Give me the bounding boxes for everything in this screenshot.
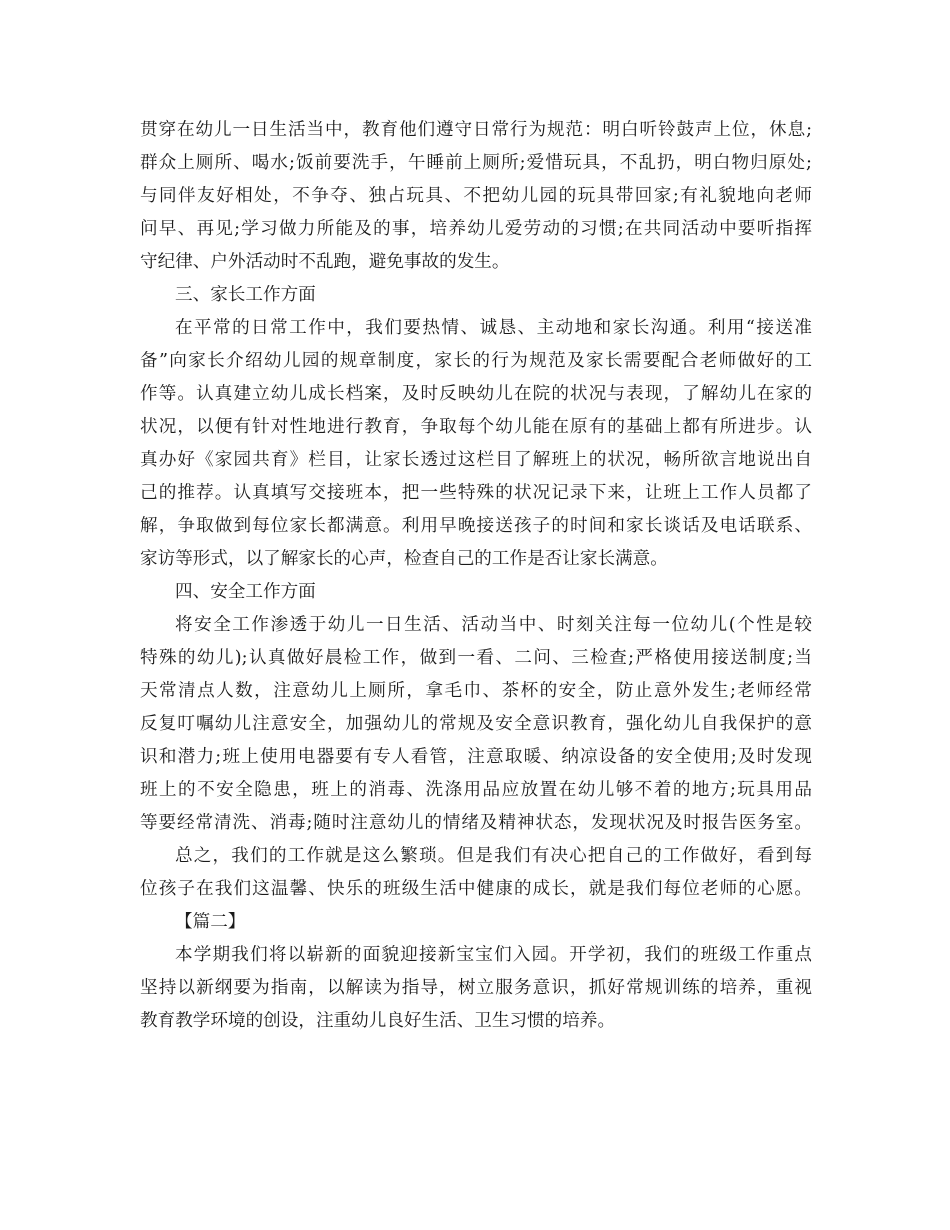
paragraph-line: 群众上厕所、喝水;饭前要洗手，午睡前上厕所;爱惜玩具，不乱扔，明白物归原处; (140, 153, 812, 173)
paragraph-line: 与同伴友好相处，不争夺、独占玩具、不把幼儿园的玩具带回家;有礼貌地向老师 (140, 186, 812, 206)
document-page (140, 114, 812, 1038)
paragraph-line: 总之，我们的工作就是这么繁琐。但是我们有决心把自己的工作做好，看到每 (175, 846, 812, 866)
paragraph-line: 特殊的幼儿);认真做好晨检工作，做到一看、二问、三检查;严格使用接送制度;当 (140, 648, 812, 668)
paragraph-line: 将安全工作渗透于幼儿一日生活、活动当中、时刻关注每一位幼儿(个性是较 (175, 615, 812, 635)
paragraph-line: 识和潜力;班上使用电器要有专人看管，注意取暖、纳凉设备的安全使用;及时发现 (140, 747, 812, 767)
section-heading-parents: 三、家长工作方面 (175, 285, 316, 305)
paragraph-line: 作等。认真建立幼儿成长档案，及时反映幼儿在院的状况与表现，了解幼儿在家的 (140, 384, 812, 404)
paragraph-line: 天常清点人数，注意幼儿上厕所，拿毛巾、茶杯的安全，防止意外发生;老师经常 (140, 681, 812, 701)
paragraph-line: 本学期我们将以崭新的面貌迎接新宝宝们入园。开学初，我们的班级工作重点 (175, 945, 812, 965)
paragraph-line: 在平常的日常工作中，我们要热情、诚恳、主动地和家长沟通。利用“接送准 (175, 318, 812, 338)
paragraph-line: 状况，以便有针对性地进行教育，争取每个幼儿能在原有的基础上都有所进步。认 (140, 417, 812, 437)
paragraph-line: 等要经常清洗、消毒;随时注意幼儿的情绪及精神状态，发现状况及时报告医务室。 (140, 813, 812, 833)
paragraph-line: 位孩子在我们这温馨、快乐的班级生活中健康的成长，就是我们每位老师的心愿。 (140, 879, 812, 899)
paragraph-line: 己的推荐。认真填写交接班本，把一些特殊的状况记录下来，让班上工作人员都了 (140, 483, 812, 503)
paragraph-line: 反复叮嘱幼儿注意安全，加强幼儿的常规及安全意识教育，强化幼儿自我保护的意 (140, 714, 812, 734)
paragraph-line: 班上的不安全隐患，班上的消毒、洗涤用品应放置在幼儿够不着的地方;玩具用品 (140, 780, 812, 800)
section-heading-safety: 四、安全工作方面 (175, 582, 316, 602)
paragraph-line: 真办好《家园共育》栏目，让家长透过这栏目了解班上的状况，畅所欲言地说出自 (140, 450, 812, 470)
paragraph-line: 解，争取做到每位家长都满意。利用早晚接送孩子的时间和家长谈话及电话联系、 (140, 516, 812, 536)
part-two-heading: 【篇二】 (175, 912, 246, 932)
paragraph-line: 教育教学环境的创设，注重幼儿良好生活、卫生习惯的培养。 (140, 1011, 616, 1031)
paragraph-line: 贯穿在幼儿一日生活当中，教育他们遵守日常行为规范：明白听铃鼓声上位，休息; (140, 120, 812, 140)
paragraph-line: 坚持以新纲要为指南，以解读为指导，树立服务意识，抓好常规训练的培养，重视 (140, 978, 812, 998)
paragraph-line: 家访等形式，以了解家长的心声，检查自己的工作是否让家长满意。 (140, 549, 668, 569)
paragraph-line: 守纪律、户外活动时不乱跑，避免事故的发生。 (140, 252, 510, 272)
paragraph-line: 问早、再见;学习做力所能及的事，培养幼儿爱劳动的习惯;在共同活动中要听指挥 (140, 219, 812, 239)
paragraph-line: 备”向家长介绍幼儿园的规章制度，家长的行为规范及家长需要配合老师做好的工 (140, 351, 812, 371)
